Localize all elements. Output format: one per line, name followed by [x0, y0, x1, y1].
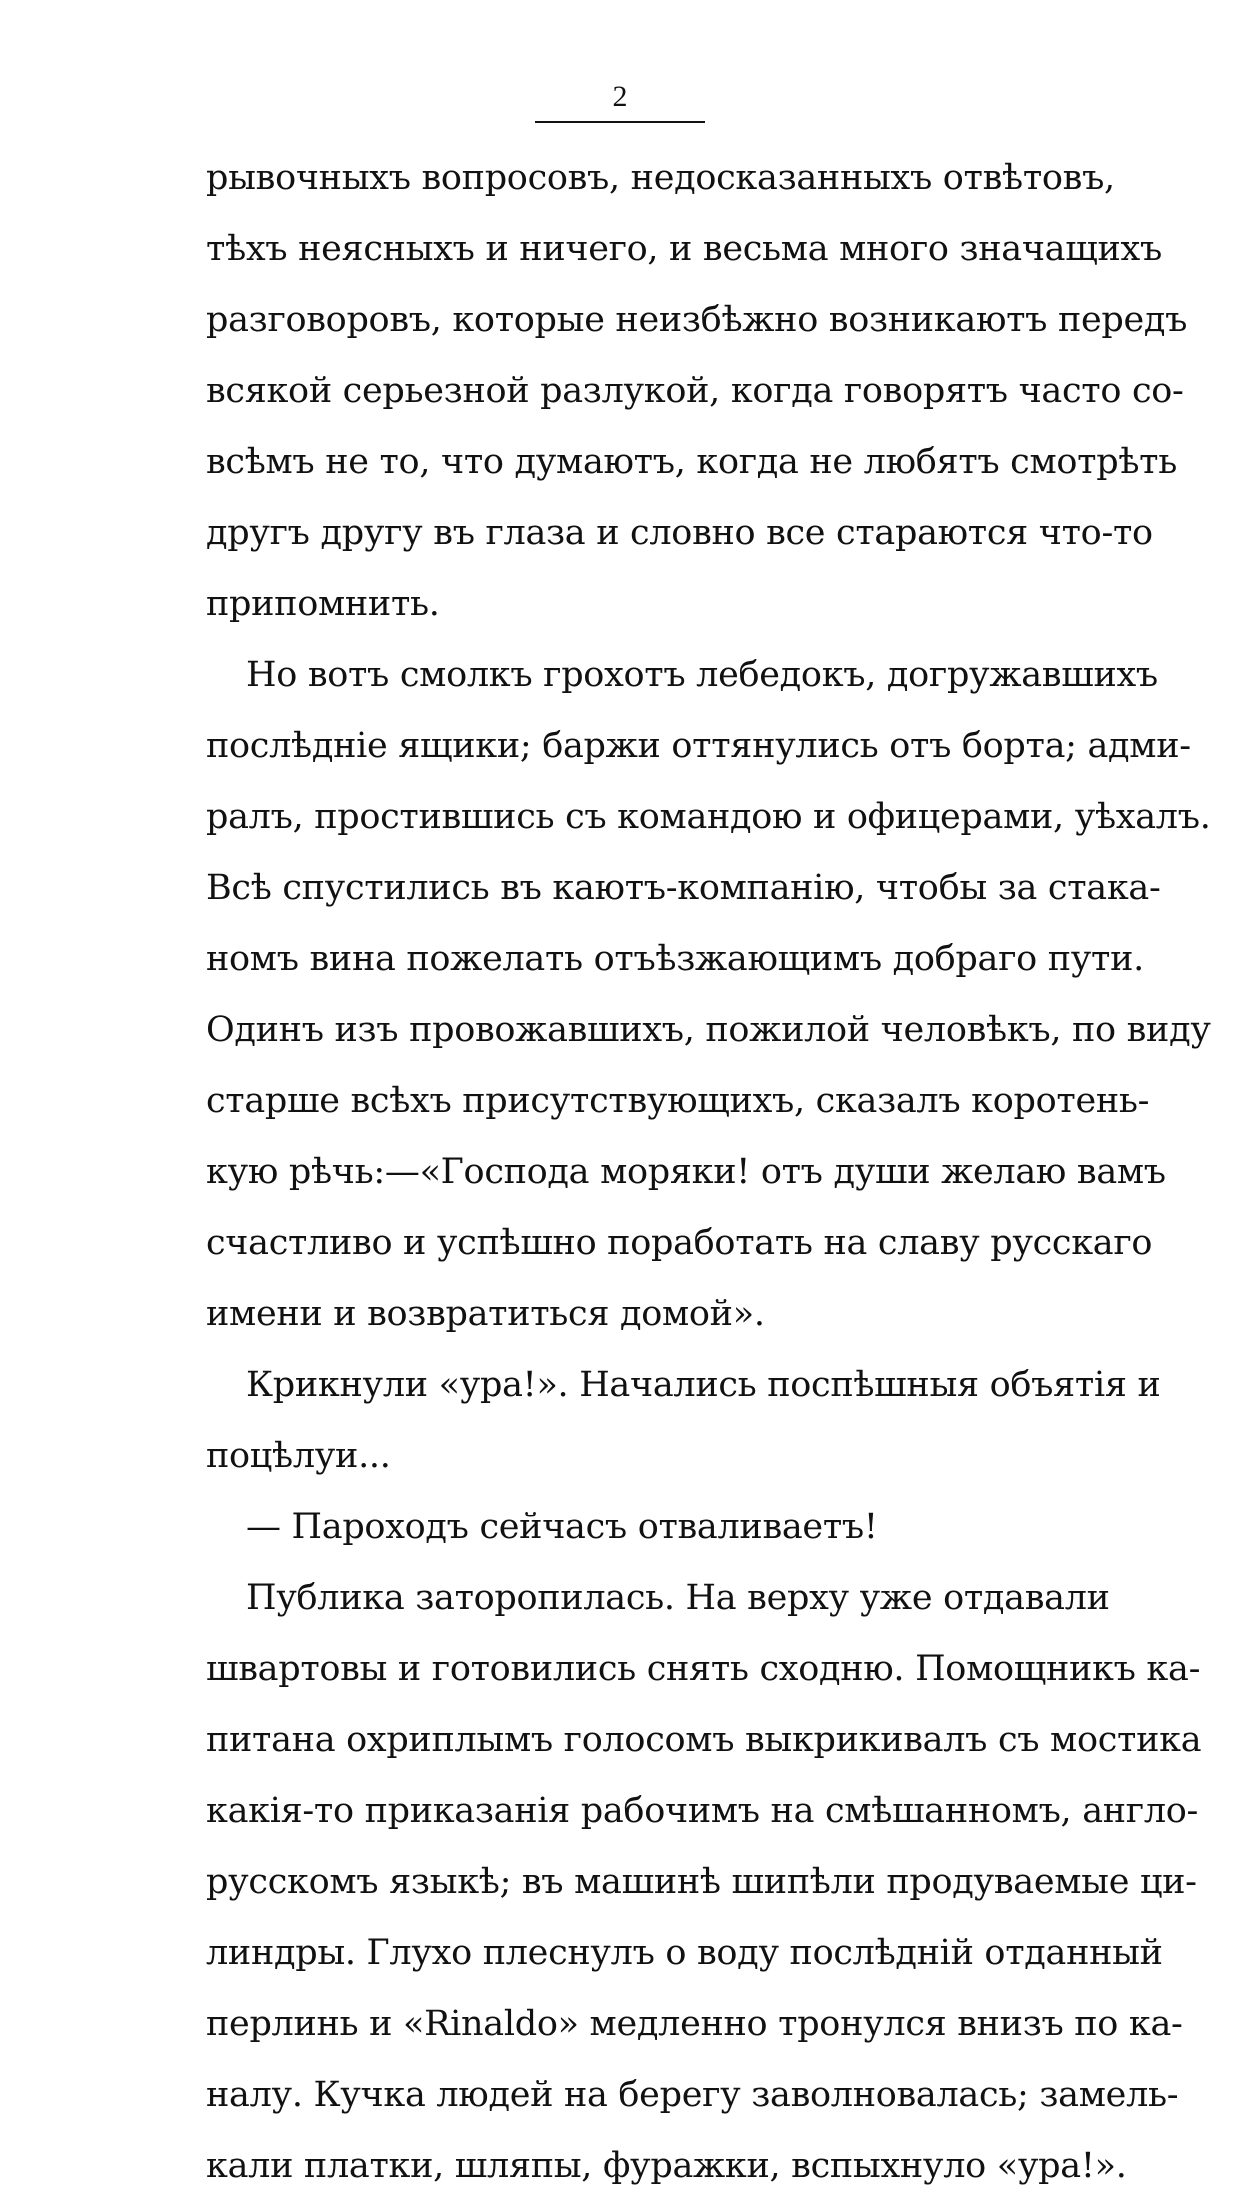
text-line: швартовы и готовились снять сходню. Помощникъ ка- [206, 1649, 1201, 1689]
text-line: разговоровъ, которые неизбѣжно возникаютъ передъ [206, 300, 1188, 340]
text-line: налу. Кучка людей на берегу заволновалась; замель- [206, 2075, 1179, 2115]
text-line: рывочныхъ вопросовъ, недосказанныхъ отвѣтовъ, [206, 158, 1115, 198]
text-line: питана охриплымъ голосомъ выкрикивалъ съ мостика [206, 1720, 1202, 1760]
text-line: припомнить. [206, 584, 440, 624]
text-line: Публика заторопилась. На верху уже отдавали [246, 1578, 1110, 1618]
text-line: перлинь и «Rinaldo» медленно тронулся внизъ по ка- [206, 2004, 1183, 2044]
text-line: ралъ, простившись съ командою и офицерами, уѣхалъ. [206, 797, 1211, 837]
text-line: Всѣ спустились въ каютъ-компанію, чтобы за стака- [206, 868, 1161, 908]
text-line: кую рѣчь:—«Господа моряки! отъ души желаю вамъ [206, 1152, 1166, 1192]
text-line: линдры. Глухо плеснулъ о воду послѣдній отданный [206, 1933, 1163, 1973]
text-line: счастливо и успѣшно поработать на славу русскаго [206, 1223, 1153, 1263]
text-line: какія-то приказанія рабочимъ на смѣшанномъ, англо- [206, 1791, 1199, 1831]
text-line: русскомъ языкѣ; въ машинѣ шипѣли продуваемые ци- [206, 1862, 1197, 1902]
text-line: тѣхъ неясныхъ и ничего, и весьма много значащихъ [206, 229, 1162, 269]
text-line: старше всѣхъ присутствующихъ, сказалъ коротень- [206, 1081, 1150, 1121]
text-line: другъ другу въ глаза и словно все стараются что-то [206, 513, 1153, 553]
text-line: номъ вина пожелать отъѣзжающимъ добраго пути. [206, 939, 1144, 979]
text-line: Крикнули «ура!». Начались поспѣшныя объятія и [246, 1365, 1161, 1405]
text-line: всякой серьезной разлукой, когда говорятъ часто со- [206, 371, 1184, 411]
text-line: поцѣлуи... [206, 1436, 391, 1476]
text-line: — Пароходъ сейчасъ отваливаетъ! [246, 1507, 878, 1547]
text-line: имени и возвратиться домой». [206, 1294, 765, 1334]
text-line: кали платки, шляпы, фуражки, вспыхнуло «ура!». [206, 2146, 1127, 2186]
page-number-rule [535, 121, 705, 123]
text-line: всѣмъ не то, что думаютъ, когда не любятъ смотрѣть [206, 442, 1177, 482]
text-line: Но вотъ смолкъ грохотъ лебедокъ, догружавшихъ [246, 655, 1158, 695]
body-text [206, 143, 1211, 2202]
page-number: 2 [612, 80, 628, 113]
text-line: Одинъ изъ провожавшихъ, пожилой человѣкъ, по виду [206, 1010, 1211, 1050]
text-line: послѣдніе ящики; баржи оттянулись отъ борта; адми- [206, 726, 1191, 766]
